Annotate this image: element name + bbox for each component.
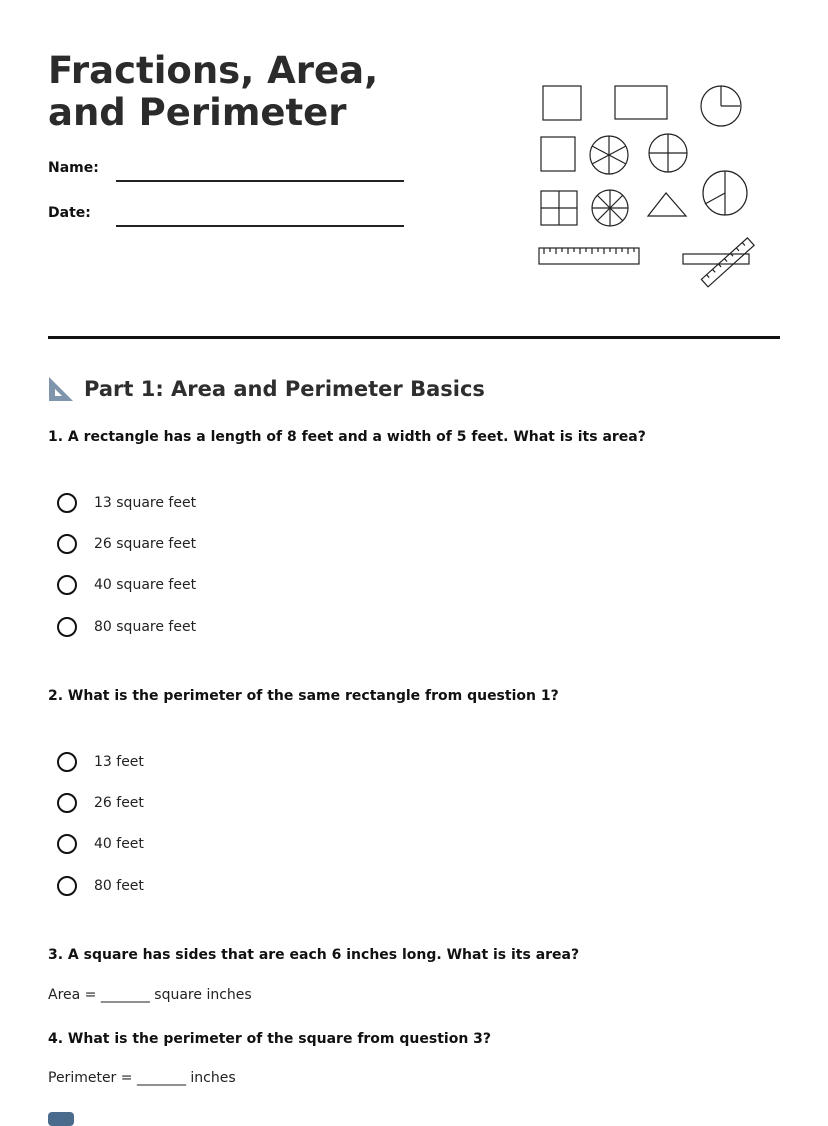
geometry-shapes-clipart — [532, 78, 762, 293]
option-label: 26 square feet — [94, 536, 197, 553]
option-label: 13 square feet — [94, 494, 197, 511]
option-1[interactable] — [57, 741, 144, 782]
question-2-options — [57, 741, 144, 907]
radio-button[interactable] — [57, 493, 77, 513]
name-field[interactable] — [116, 180, 404, 182]
option-label: 80 square feet — [94, 618, 197, 635]
section-title: Part 1: Area and Perimeter Basics — [84, 377, 485, 401]
section-header — [48, 374, 485, 404]
question-1-options — [57, 482, 196, 648]
circle-sixths-shape — [590, 136, 628, 174]
option-label: 13 feet — [94, 753, 144, 770]
name-label: Name: — [48, 160, 99, 176]
square-quarters-shape — [541, 191, 577, 225]
date-label: Date: — [48, 205, 91, 221]
option-4[interactable] — [57, 606, 196, 647]
date-field[interactable] — [116, 225, 404, 227]
radio-button[interactable] — [57, 575, 77, 595]
rectangle-shape — [615, 86, 667, 119]
circle-eighths-shape — [592, 190, 628, 226]
crossed-rulers-shape — [683, 238, 754, 287]
worksheet-title: Fractions, Area, and Perimeter — [48, 49, 379, 134]
option-1[interactable] — [57, 482, 196, 523]
option-label: 26 feet — [94, 795, 144, 812]
question-4-answer-field[interactable]: Perimeter = _______ inches — [48, 1070, 236, 1086]
option-label: 40 feet — [94, 836, 144, 853]
option-3[interactable] — [57, 565, 196, 606]
radio-button[interactable] — [57, 834, 77, 854]
option-3[interactable] — [57, 824, 144, 865]
set-square-icon — [48, 376, 74, 402]
option-label: 40 square feet — [94, 577, 197, 594]
option-2[interactable] — [57, 782, 144, 823]
triangle-shape — [648, 193, 686, 216]
question-3: 3. A square has sides that are each 6 inches long. What is its area? — [48, 947, 580, 963]
option-4[interactable] — [57, 865, 144, 906]
radio-button[interactable] — [57, 534, 77, 554]
option-label: 80 feet — [94, 877, 144, 894]
square-shape-2 — [541, 137, 575, 171]
circle-fraction-shape — [703, 171, 747, 215]
question-2: 2. What is the perimeter of the same rectangle from question 1? — [48, 688, 559, 704]
square-shape — [543, 86, 581, 120]
question-3-answer-field[interactable]: Area = _______ square inches — [48, 987, 252, 1003]
section-divider — [48, 336, 780, 339]
question-1: 1. A rectangle has a length of 8 feet and a width of 5 feet. What is its area? — [48, 429, 646, 445]
radio-button[interactable] — [57, 793, 77, 813]
next-section-icon — [48, 1112, 74, 1126]
option-2[interactable] — [57, 523, 196, 564]
radio-button[interactable] — [57, 752, 77, 772]
circle-quarters-shape — [649, 134, 687, 172]
radio-button[interactable] — [57, 876, 77, 896]
ruler-shape — [539, 248, 639, 264]
radio-button[interactable] — [57, 617, 77, 637]
question-4: 4. What is the perimeter of the square from question 3? — [48, 1031, 492, 1047]
